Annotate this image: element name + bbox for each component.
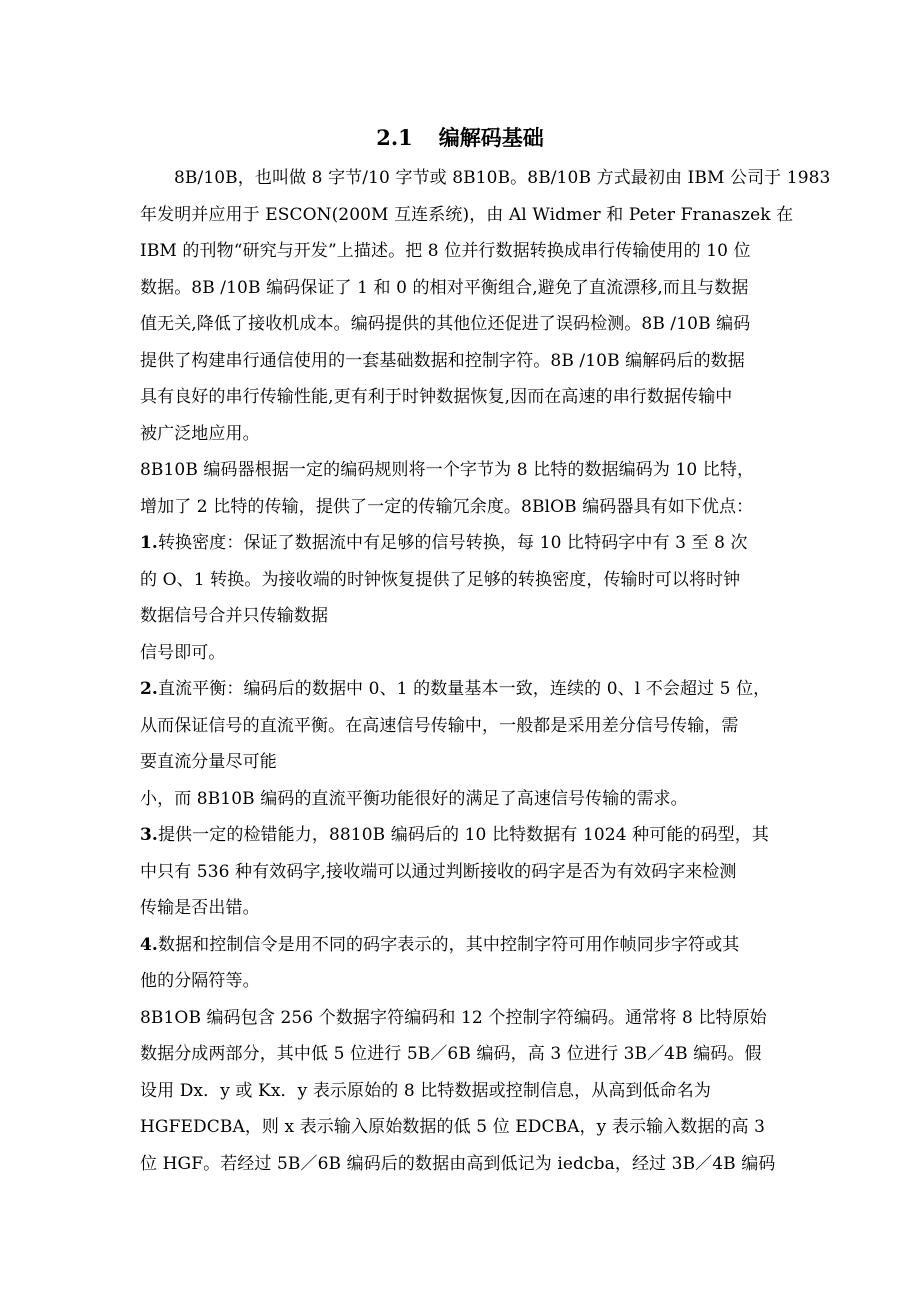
text-line: 转换密度：保证了数据流中有足够的信号转换，每 10 比特码字中有 3 至 8 次 [157,533,748,553]
text-line: 值无关,降低了接收机成本。编码提供的其他位还促进了误码检测。8B /10B 编码 [140,314,751,334]
text-line: 设用 Dx．y 或 Kx．y 表示原始的 8 比特数据或控制信息，从高到低命名为 [140,1080,711,1101]
advantage-point-3 [140,817,785,927]
body-text [140,160,831,1182]
text-line: 8B1OB 编码包含 256 个数据字符编码和 12 个控制字符编码。通常将 8 比特原始 [140,1007,767,1028]
text-line: 的 O、1 转换。为接收端的时钟恢复提供了足够的转换密度，传输时可以将时钟 [140,569,741,590]
point-number: 2. [140,679,158,699]
text-line: HGFEDCBA，则 x 表示输入原始数据的低 5 位 EDCBA，y 表示输入数据的高 3 [140,1117,766,1137]
text-line: 位 HGF。若经过 5B／6B 编码后的数据由高到低记为 iedcba，经过 3B／4B 编码 [140,1153,776,1174]
text-line: 中只有 536 种有效码字,接收端可以通过判断接收的码字是否为有效码字来检测 [140,861,737,882]
section-heading [0,124,920,152]
text-line: 年发明并应用于 ESCON(200M 互连系统)，由 Al Widmer 和 Peter Franaszek 在 [140,204,794,225]
point-number: 1. [140,533,158,553]
text-line: 增加了 2 比特的传输，提供了一定的传输冗余度。8BlOB 编码器具有如下优点： [140,496,754,517]
text-line: 要直流分量尽可能 [140,752,277,772]
encoder-paragraph [140,452,785,525]
point-number: 3. [140,825,158,845]
intro-paragraph [140,160,831,452]
text-line: 提供一定的检错能力，8810B 编码后的 10 比特数据有 1024 种可能的码型，其 [157,825,769,845]
text-line: 信号即可。 [140,642,226,663]
text-line: 数据。8B /10B 编码保证了 1 和 0 的相对平衡组合,避免了直流漂移,而且与数据 [140,277,749,298]
text-line: IBM 的刊物“研究与开发”上描述。把 8 位并行数据转换成串行传输使用的 10 位 [140,241,751,261]
text-line: 小，而 8B10B 编码的直流平衡功能很好的满足了高速信号传输的需求。 [140,788,688,809]
text-line: 数据信号合并只传输数据 [140,606,329,626]
text-line: 直流平衡：编码后的数据中 0、1 的数量基本一致，连续的 0、l 不会超过 5 位， [157,679,771,699]
text-line: 传输是否出错。 [140,898,260,918]
section-title: 编解码基础 [438,125,544,150]
text-line: 数据分成两部分，其中低 5 位进行 5B／6B 编码，高 3 位进行 3B／4B 编码。假 [140,1044,762,1064]
advantage-point-2 [140,671,785,817]
text-line: 提供了构建串行通信使用的一套基础数据和控制字符。8B /10B 编解码后的数据 [140,350,745,371]
text-line: 8B10B 编码器根据一定的编码规则将一个字节为 8 比特的数据编码为 10 比特， [140,460,755,480]
text-line: 8B/10B，也叫做 8 字节/10 字节或 8B10B。8B/10B 方式最初由 IBM 公司于 1983 [174,168,831,188]
advantage-point-1 [140,525,785,671]
text-line: 他的分隔符等。 [140,971,260,991]
text-line: 从而保证信号的直流平衡。在高速信号传输中，一般都是采用差分信号传输，需 [140,715,739,736]
text-line: 被广泛地应用。 [140,423,260,444]
section-number: 2.1 [376,125,413,150]
coding-paragraph [140,1000,785,1183]
advantage-point-4 [140,927,785,1000]
text-line: 数据和控制信令是用不同的码字表示的，其中控制字符可用作帧同步字符或其 [157,934,740,955]
text-line: 具有良好的串行传输性能,更有利于时钟数据恢复,因而在高速的串行数据传输中 [140,387,733,407]
point-number: 4. [140,934,158,955]
